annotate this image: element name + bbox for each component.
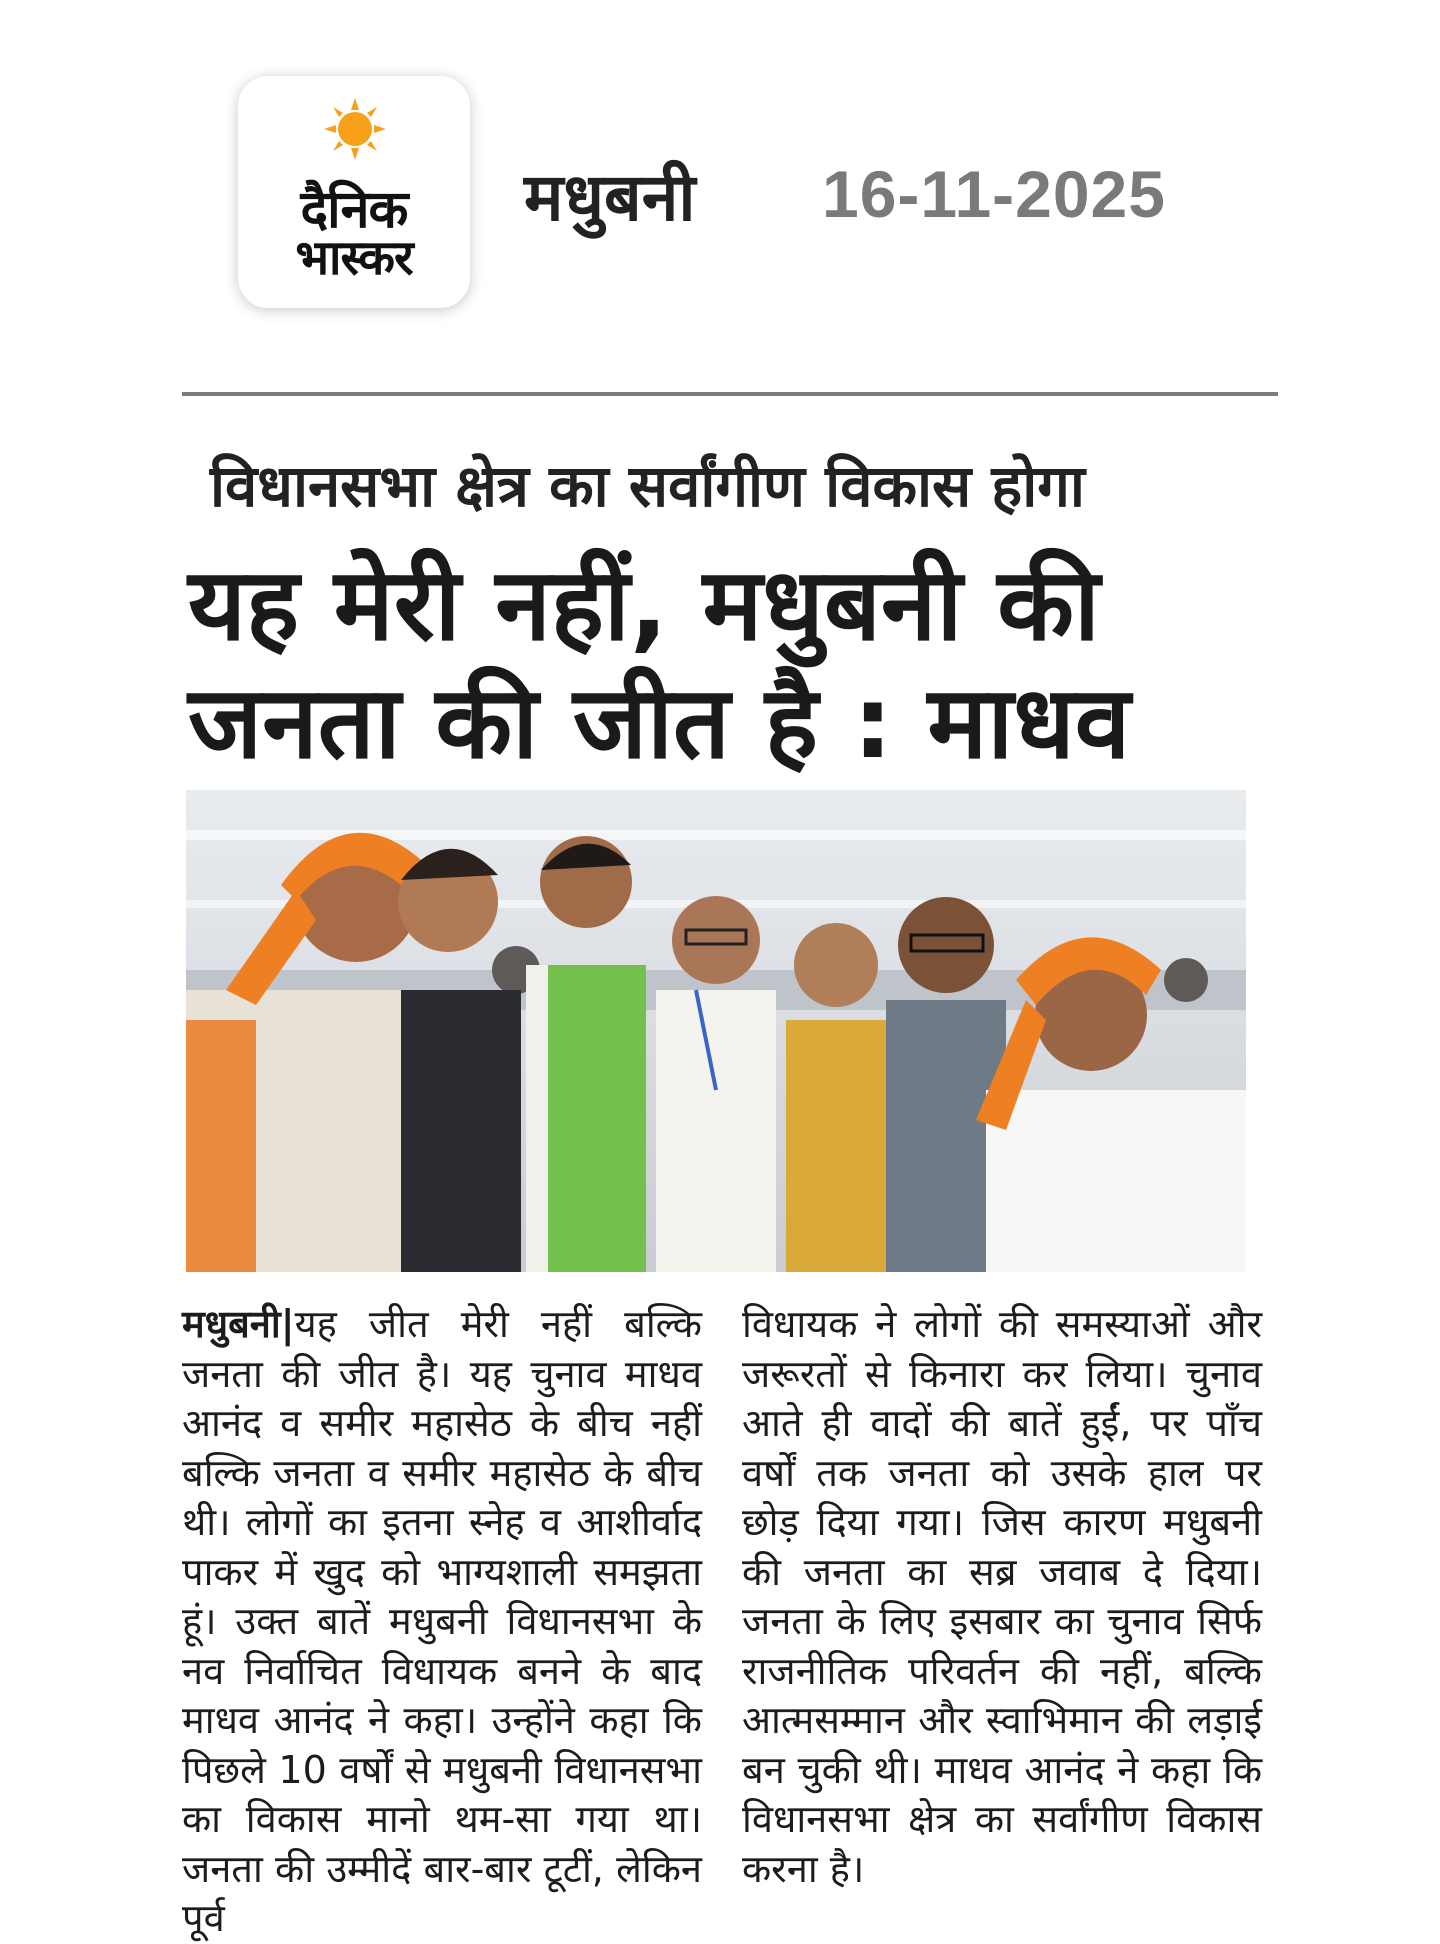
dainik-bhaskar-logo: [238, 76, 470, 308]
header-divider: [182, 392, 1278, 396]
edition-date: 16-11-2025: [822, 157, 1166, 231]
logo-text-line1: दैनिक: [300, 180, 408, 240]
logo-text-line2: भास्कर: [295, 230, 413, 286]
headline-line-2: जनता की जीत है : माधव: [188, 664, 1131, 781]
sun-icon: [324, 98, 386, 160]
article-column-1-text: यह जीत मेरी नहीं बल्कि जनता की जीत है। यह चुनाव माधव आनंद व समीर महासेठ के बीच नहीं बल्कि जनता व समीर महासेठ के बीच थी। लोगों का इतना स्नेह व आशीर्वाद पाकर में खुद को भाग्यशाली समझता हूं। उक्त बातें मधुबनी विधानसभा के नव निर्वाचित विधायक बनने के बाद माधव आनंद ने कहा। उन्होंने कहा कि पिछले 10 वर्षों से मधुबनी विधानसभा का विकास मानो थम-सा गया था। जनता की उम्मीदें बार-बार टूटीं, लेकिन पूर्व: [182, 1302, 702, 1940]
article-column-2: विधायक ने लोगों की समस्याओं और जरूरतों से किनारा कर लिया। चुनाव आते ही वादों की बातें हुईं, पर पाँच वर्षों तक जनता को उसके हाल पर छोड़ दिया गया। जिस कारण मधुबनी की जनता का सब्र जवाब दे दिया। जनता के लिए इसबार का चुनाव सिर्फ राजनीतिक परिवर्तन की नहीं, बल्कि आत्मसम्मान और स्वाभिमान की लड़ाई बन चुकी थी। माधव आनंद ने कहा कि विधानसभा क्षेत्र का सर्वांगीण विकास करना है।: [742, 1302, 1262, 1891]
article-kicker: विधानसभा क्षेत्र का सर्वांगीण विकास होगा: [210, 452, 1085, 520]
headline-line-1: यह मेरी नहीं, मधुबनी की: [188, 546, 1100, 663]
news-photo: [186, 790, 1246, 1272]
article-dateline: मधुबनी|: [182, 1302, 295, 1346]
article-column-1: [182, 1300, 702, 1944]
article-body: [182, 1300, 1262, 1944]
edition-city: मधुबनी: [524, 159, 696, 236]
article-headline: [188, 546, 1268, 782]
